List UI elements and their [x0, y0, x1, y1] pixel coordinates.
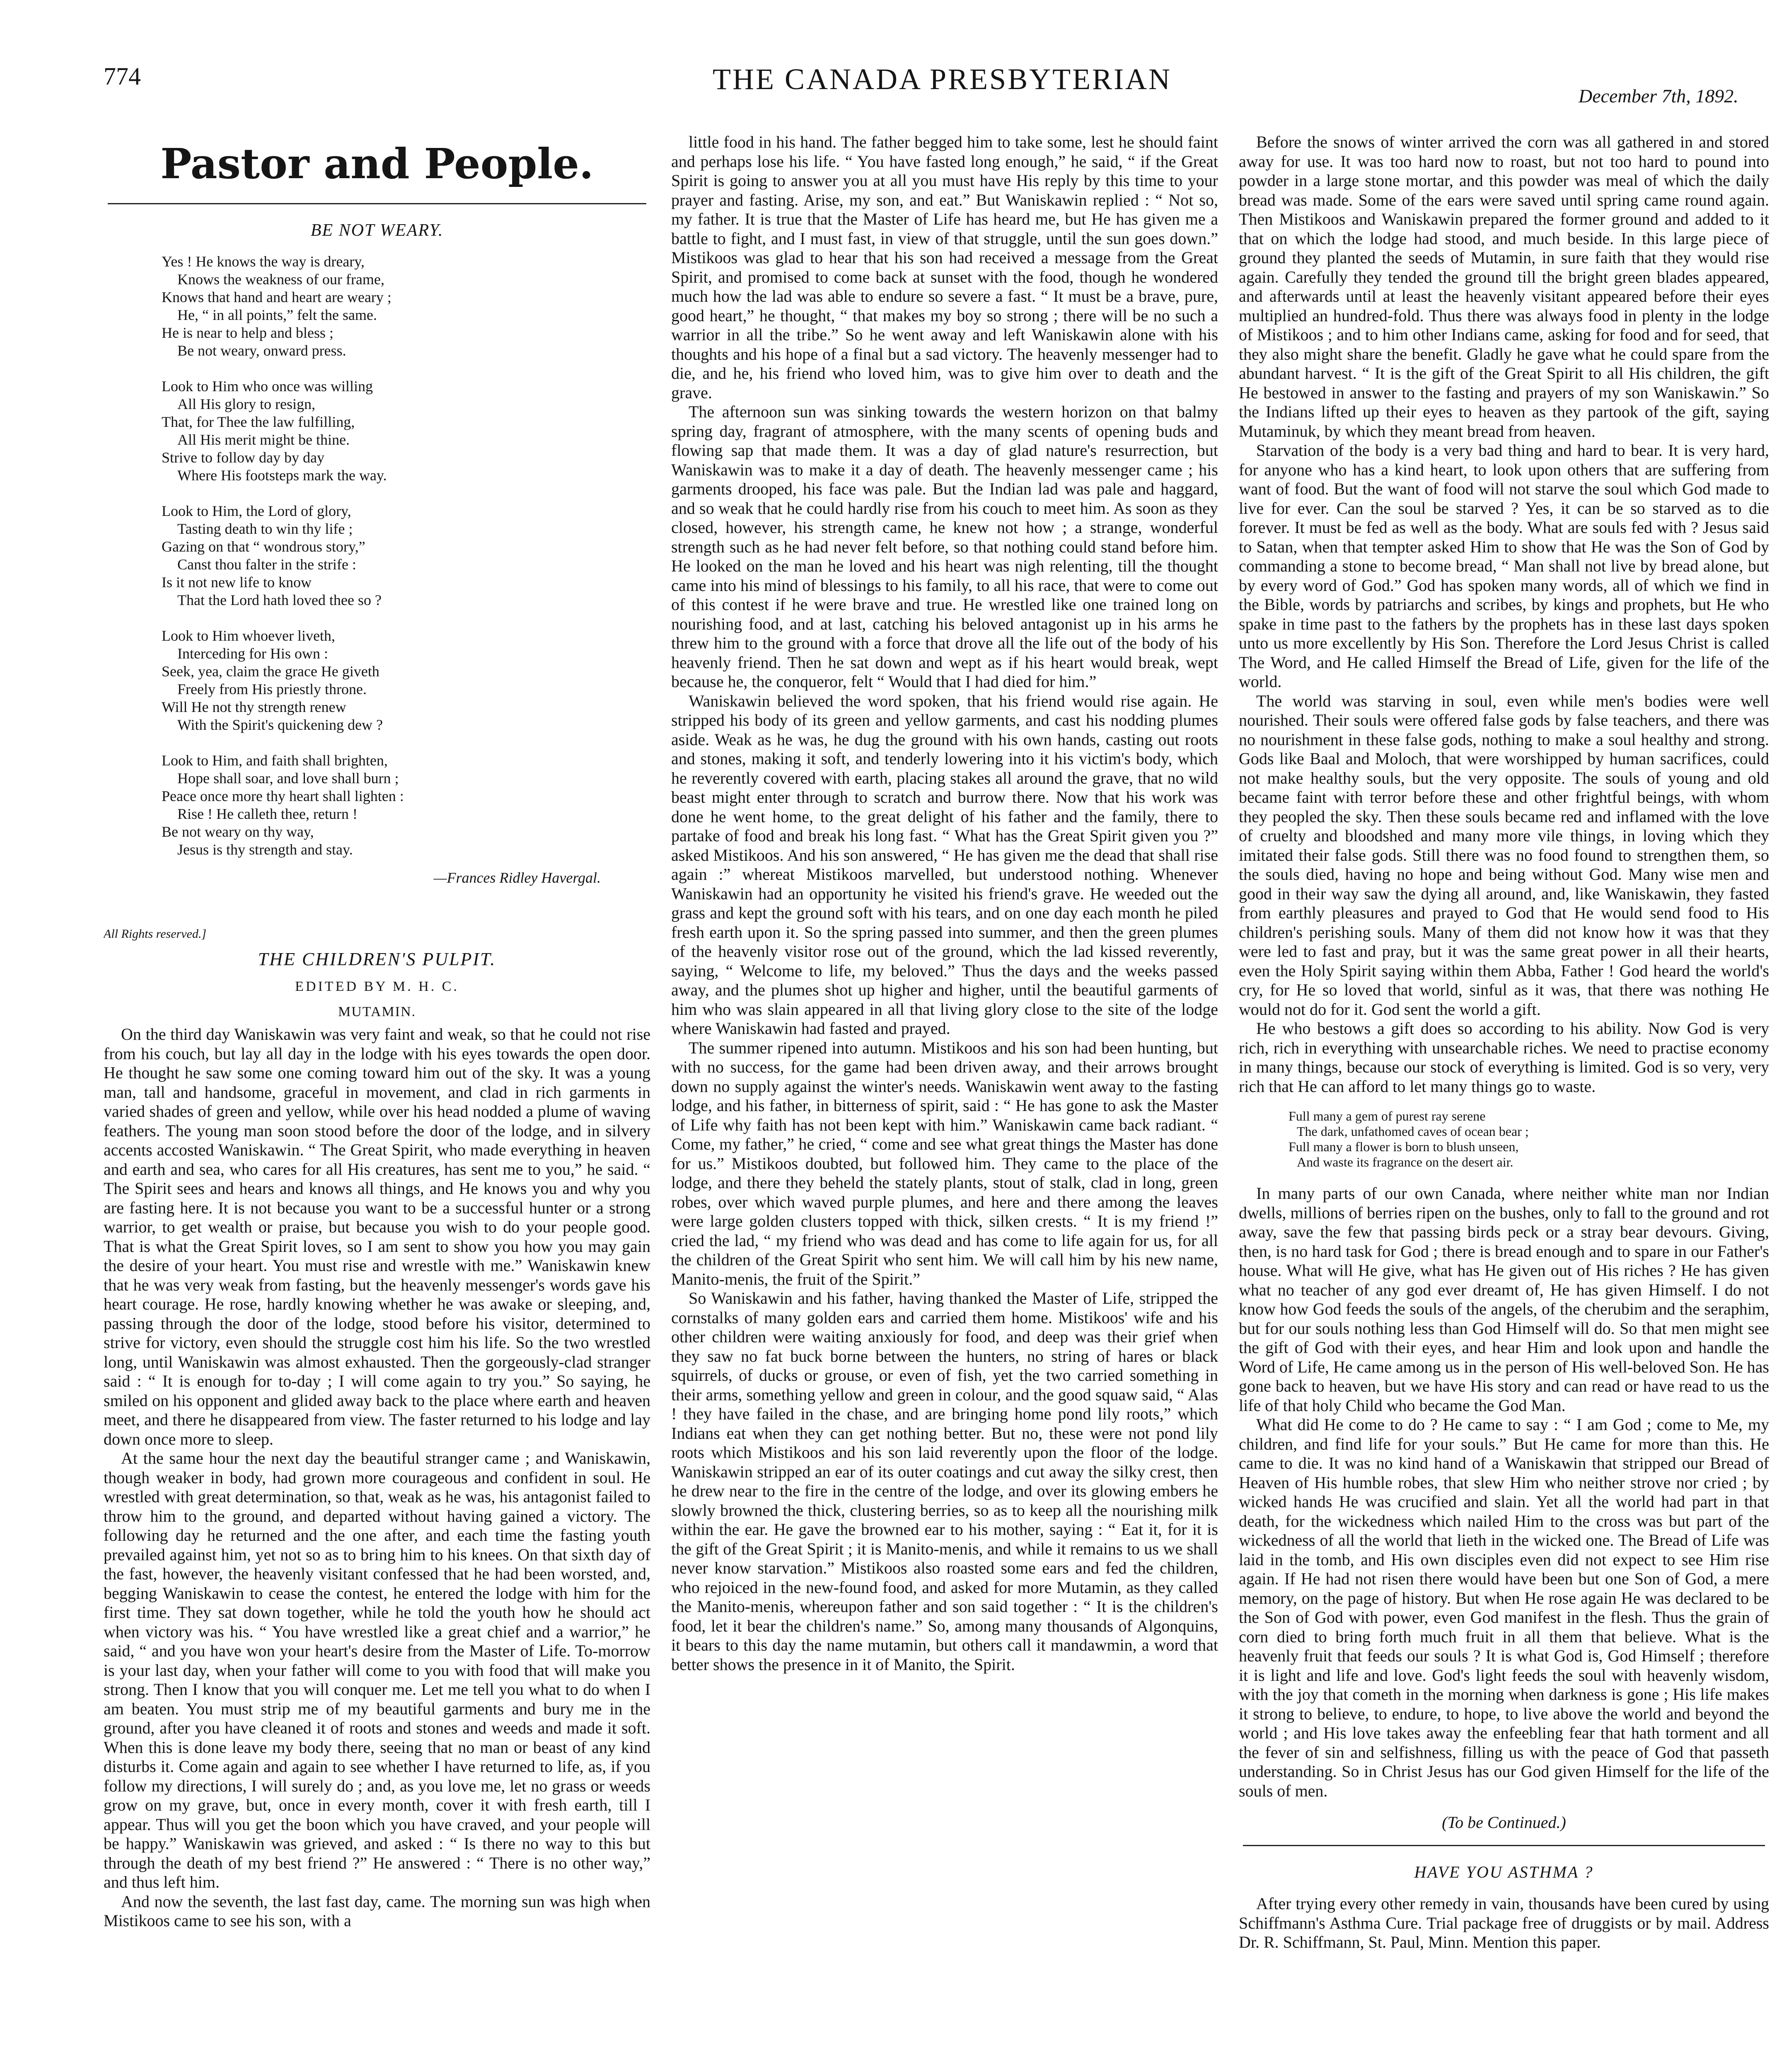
continued-note: (To be Continued.)	[1442, 1813, 1566, 1832]
poem-line: Interceding for His own :	[177, 645, 328, 662]
poem-line: Strive to follow day by day	[162, 449, 324, 466]
poem-line: He is near to help and bless ;	[162, 324, 334, 341]
poem-line: He, “ in all points,” felt the same.	[177, 306, 377, 323]
poem-line: Knows that hand and heart are weary ;	[162, 288, 392, 305]
poem-line: Be not weary, onward press.	[177, 342, 346, 359]
poem-stanza	[162, 253, 650, 360]
page-number: 774	[104, 63, 141, 90]
paragraph: Waniskawin believed the word spoken, that his friend would rise again. He stripped his body of its green and yellow garments, and cast his nodding plumes aside. Weak as he was, he dug the ground with his own hands, casting out roots and stones, making it soft, and tenderly lowering into it his victim's body, which he reverently covered with earth, placing stakes all around the grave, that no wild beast might enter through to scratch and burrow there. Now that his work was done he went home, to the great delight of his father and the family, there to partake of food and break his long fast. “ What has the Great Spirit given you ?” asked Mistikoos. And his son answered, “ He has given me the dead that shall rise again :” whereat Mistikoos marvelled, but understood nothing. Whenever Waniskawin had an opportunity he visited his friend's grave. He weeded out the grass and kept the ground soft with his tears, and on one day each month he piled fresh earth upon it. So the spring passed into summer, and then the green plumes of the heavenly visitor rose out of the ground, which the lad kissed reverently, saying, “ Welcome to life, my beloved.” Thus the days and the weeks passed away, and the plumes shot up higher and higher, until the beautiful garments of him who was slain appeared in all that living glory close to the site of the lodge where Waniskawin had fasted and prayed.	[671, 691, 1218, 1038]
poem-line: Gazing on that “ wondrous story,”	[162, 538, 365, 555]
poem-line: Hope shall soar, and love shall burn ;	[177, 770, 399, 787]
story-title: MUTAMIN.	[338, 1004, 416, 1019]
verse-line: And waste its fragrance on the desert air.	[1297, 1155, 1513, 1169]
verse-line: Full many a gem of purest ray serene	[1289, 1109, 1486, 1123]
poem-line: Is it not new life to know	[162, 574, 312, 591]
poem-line: Knows the weakness of our frame,	[177, 271, 384, 288]
department-title: Pastor and People.	[160, 139, 594, 188]
column-3	[1239, 133, 1769, 2072]
section-title: THE CHILDREN'S PULPIT.	[258, 949, 496, 969]
poem-line: Look to Him whoever liveth,	[162, 627, 335, 644]
poem-line: Freely from His priestly throne.	[177, 680, 367, 697]
poem-stanza	[162, 502, 650, 609]
poem-line: That, for Thee the law fulfilling,	[162, 413, 355, 430]
paragraph: The summer ripened into autumn. Mistikoos and his son had been hunting, but with no success, for the game had been driven away, and their arrows brought down no supply against the winter's needs. Waniskawin went away to the fasting lodge, and his father, in bitterness of spirit, said : “ He has gone to ask the Master of Life why faith has not been kept with him.” Waniskawin came back radiant. “ Come, my father,” he cried, “ come and see what great things the Master has done for us.” Mistikoos doubted, but followed him. They came to the place of the lodge, and there they beheld the stately plants, stout of stalk, clad in long, green robes, over which waved purple plumes, and here and there among the leaves were large golden clusters topped with thick, silken crests. “ It is my friend !” cried the lad, “ my friend who was dead and has come to life again for us, for all the children of the Great Spirit who sent him. We will call him by his new name, Manito-menis, the fruit of the Spirit.”	[671, 1038, 1218, 1288]
poem-line: Canst thou falter in the strife :	[177, 556, 356, 573]
poem-line: That the Lord hath loved thee so ?	[177, 591, 382, 608]
poem-line: Look to Him, the Lord of glory,	[162, 502, 351, 519]
poem-author: —Frances Ridley Havergal.	[433, 869, 601, 886]
divider	[108, 203, 646, 204]
advert-body: After trying every other remedy in vain, thousands have been cured by using Schiffmann's Asthma Cure. Trial package free of druggists or by mail. Address Dr. R. Schiffmann, St. Paul, Minn. Mention this paper.	[1239, 1894, 1769, 1951]
paragraph: The afternoon sun was sinking towards the western horizon on that balmy spring day, fragrant of atmosphere, with the many scents of opening buds and flowing sap that made them. It was a day of glad nature's resurrection, but Waniskawin was to make it a day of death. The heavenly messenger came ; his garments drooped, his face was pale. But the Indian lad was pale and haggard, and so weak that he could hardly rise from his couch to meet him. As soon as they closed, however, his strength came, he knew not how ; a strange, wonderful strength such as he had never felt before, so that nothing could stand before him. He looked on the man he loved and his heart was nigh relenting, till the thought came into his mind of blessings to his family, to all his race, that were to come out of this contest if he were brave and true. He wrestled like one trained long on nourishing food, and at last, catching his beloved antagonist up in his arms he threw him to the ground with a force that drove all the life out of the body of his heavenly friend. Then he sat down and wept as if his heart would break, wept because he, the conqueror, felt “ Would that I had died for him.”	[671, 402, 1218, 691]
editor-line: EDITED BY M. H. C.	[295, 979, 459, 994]
poem-stanza	[162, 627, 650, 734]
paragraph: So Waniskawin and his father, having thanked the Master of Life, stripped the cornstalks of many golden ears and carried them home. Mistikoos' wife and his other children were waiting anxiously for food, and deep was their grief when they saw no fat buck borne between the hunters, no string of hares or black squirrels, of ducks or grouse, or even of fish, yet the two carried something in their arms, something yellow and green in colour, and the good squaw said, “ Alas ! they have failed in the chase, and are bringing home pond lily roots,” which Indians eat when they can get nothing better. But no, these were not pond lily roots which Mistikoos and his son laid reverently upon the floor of the lodge. Waniskawin stripped an ear of its outer coatings and cut away the silky crest, then he drew near to the fire in the centre of the lodge, and over its glowing embers he slowly browned the thick, clustering berries, so as to keep all the nourishing milk within the ear. He gave the browned ear to his mother, saying : “ Eat it, for it is the gift of the Great Spirit ; it is Manito-menis, and while it remains to us we shall never know starvation.” Mistikoos also roasted some ears and fed the children, who rejoiced in the new-found food, and asked for more Mutamin, as they called the Manito-menis, whereupon father and son said together : “ It is the children's food, let it bear the children's name.” So, among many thousands of Algonquins, it bears to this day the name mutamin, but others call it mandawmin, a word that better shows the presence in it of Manito, the Spirit.	[671, 1289, 1218, 1674]
poem-line: All His glory to resign,	[177, 395, 315, 412]
poem-line: Will He not thy strength renew	[162, 698, 346, 715]
poem	[162, 253, 650, 859]
poem-title: BE NOT WEARY.	[310, 221, 444, 240]
poem-line: With the Spirit's quickening dew ?	[177, 716, 383, 733]
poem-line: Look to Him, and faith shall brighten,	[162, 752, 388, 769]
paragraph: In many parts of our own Canada, where neither white man nor Indian dwells, millions of berries ripen on the bushes, only to fall to the ground and rot away, save the few that passing birds peck or a stray bear devours. Giving, then, is no hard task for God ; there is bread enough and to spare in our Father's house. What will He give, what has He given out of His riches ? He has given what no teacher of any god ever dreamt of, He has given Himself. I do not know how God feeds the souls of the angels, of the cherubim and the seraphim, but for our souls nothing less than God Himself will do. So that men might see the gift of God with their eyes, and hear Him and look upon and handle the Word of Life, He came among us in the person of His well-beloved Son. He has gone back to heaven, but we have His story and can read or have read to us the life of that holy Child who became the God Man.	[1239, 1184, 1769, 1415]
paragraph: Starvation of the body is a very bad thing and hard to bear. It is very hard, for anyone who has a kind heart, to look upon others that are suffering from want of food. But the want of food will not starve the soul which God made to live for ever. Can the soul be starved ? Yes, it can be so starved as to die forever. It must be fed as well as the body. What are souls fed with ? Jesus said to Satan, when that tempter asked Him to show that He was the Son of God by commanding a stone to become bread, “ Man shall not live by bread alone, but by every word of God.” God has spoken many words, all of which we find in the Bible, words by patriarchs and scribes, by kings and prophets, but He who spake in time past to the fathers by the prophets has in these last days spoken unto us more excellently by His Son. Therefore the Lord Jesus Christ is called The Word, and He called Himself the Bread of Life, given for the life of the world.	[1239, 441, 1769, 691]
paragraph: What did He come to do ? He came to say : “ I am God ; come to Me, my children, and find life for your souls.” But He came for more than this. He came to die. It was no kind hand of a Waniskawin that stripped our Bread of Heaven of His humble robes, that slew Him who neither strove nor cried ; by wicked hands He was crucified and slain. Yet all the world had part in that death, for the wickedness which nailed Him to the cross was but part of the wickedness of all the world that lieth in the wicked one. The Bread of Life was laid in the tomb, and His own disciples even did not expect to see Him rise again. If He had not risen there would have been but one Son of God, a mere memory, on the page of history. But when He rose again He was declared to be the Son of God with power, even God manifest in the flesh. Thus the grain of corn died to bring forth much fruit in all them that believe. What is the heavenly fruit that feeds our souls ? It is what God is, God Himself ; therefore it is light and life and love. God's light feeds the soul with heavenly wisdom, with the joy that cometh in the morning when darkness is gone ; His life makes it strong to believe, to endure, to hope, to live above the world and beyond the world ; and His love takes away the enfeebling fear that hath torment and all the fever of sin and selfishness, filling us with the peace of God that passeth understanding. So in Christ Jesus has our God given Himself for the life of the souls of men.	[1239, 1415, 1769, 1800]
poem-line: Look to Him who once was willing	[162, 378, 373, 395]
paragraph: On the third day Waniskawin was very faint and weak, so that he could not rise from his couch, but lay all day in the lodge with his eyes towards the open door. He thought he saw some one coming toward him out of the sky. It was a young man, tall and handsome, graceful in movement, and clad in rich garments in varied shades of green and yellow, while over his head nodded a plume of waving feathers. The young man soon stood before the door of the lodge, and in silvery accents accosted Waniskawin. “ The Great Spirit, who made everything in heaven and earth and sea, who cares for all His creatures, has sent me to you,” he said. “ The Spirit sees and hears and knows all things, and He knows you and why you are fasting here. It is not because you want to be a successful hunter or a strong warrior, to get wealth or praise, but because you wish to do your people good. That is what the Great Spirit loves, so I am sent to show you how you may gain the desire of your heart. You must rise and wrestle with me.” Waniskawin knew that he was very weak from fasting, but the heavenly messenger's words gave his heart courage. He rose, hardly knowing whether he was awake or sleeping, and, passing through the door of the lodge, stood before his visitor, determined to strive for victory, even should the struggle cost him his life. So the two wrestled long, until Waniskawin was almost exhausted. Then the gorgeously-clad stranger said : “ It is enough for to-day ; I will come again to try you.” So saying, he smiled on his opponent and glided away back to the place where earth and heaven meet, and there he disappeared from view. The faster returned to his lodge and lay down once more to sleep.	[104, 1025, 650, 1448]
paragraph: little food in his hand. The father begged him to take some, lest he should faint and perhaps lose his life. “ You have fasted long enough,” he said, “ if the Great Spirit is going to answer you at all you must have His reply by this time to your prayer and fasting. Arise, my son, and eat.” But Waniskawin replied : “ Not so, my father. It is true that the Master of Life has heard me, but He has given me a battle to fight, and I must fast, in view of that struggle, until the sun goes down.” Mistikoos was glad to hear that his son had received a message from the Great Spirit, and promised to come back at sunset with the food, though he wondered much how the lad was able to endure so severe a fast. “ It must be a brave, pure, good heart,” he thought, “ that makes my boy so strong ; there will be no such a warrior in all the tribe.” So he went away and left Waniskawin alone with his thoughts and his hope of a final but a sad victory. The heavenly messenger had to die, and he, his friend who loved him, was to give him over to death and the grave.	[671, 133, 1218, 402]
poem-line: Seek, yea, claim the grace He giveth	[162, 663, 380, 680]
poem-stanza	[162, 752, 650, 859]
poem-line: Peace once more thy heart shall lighten :	[162, 787, 404, 804]
poem-line: Be not weary on thy way,	[162, 823, 314, 840]
publication-title: THE CANADA PRESBYTERIAN	[713, 63, 1172, 96]
column-1-text	[104, 1025, 650, 1931]
paragraph: And now the seventh, the last fast day, came. The morning sun was high when Mistikoos came to see his son, with a	[104, 1892, 650, 1930]
poem-line: Rise ! He calleth thee, return !	[177, 805, 358, 822]
paragraph: Before the snows of winter arrived the corn was all gathered in and stored away for use. It was too hard now to roast, but not too hard to pound into powder in a large stone mortar, and this powder was meal of which the daily bread was made. Some of the ears were saved until spring came round again. Then Mistikoos and Waniskawin prepared the former ground and added to it that on which the lodge had stood, and much beside. In this large piece of ground they planted the seeds of Mutamin, in sure faith that they would rise again. Carefully they tended the ground till the bright green blades appeared, and afterwards until at least the heavenly visitant appeared before their eyes multiplied an hundred-fold. Thus there was always food in plenty in the lodge of Mistikoos ; and to him other Indians came, asking for food and for seed, that they also might share the benefit. Gladly he gave what he could spare from the abundant harvest. “ It is the gift of the Great Spirit to all His children, the gift He bestowed in answer to the fasting and prayers of my son Waniskawin.” So the Indians lifted up their eyes to heaven as they partook of the gift, saying Mutaminuk, by which they meant bread from heaven.	[1239, 133, 1769, 441]
column-2	[671, 133, 1218, 2072]
column-2-text	[671, 133, 1218, 1674]
poem-line: Jesus is thy strength and stay.	[177, 841, 353, 858]
poem-line: Yes ! He knows the way is dreary,	[162, 253, 365, 270]
advert-title: HAVE YOU ASTHMA ?	[1414, 1862, 1594, 1881]
paragraph: At the same hour the next day the beautiful stranger came ; and Waniskawin, though weaker in body, had grown more courageous and confident in soul. He wrestled with great determination, so that, weak as he was, his antagonist failed to throw him to the ground, and departed without having gained a victory. The following day he returned and the one after, and each time the fasting youth prevailed against him, yet not so as to bring him to his knees. On that sixth day of the fast, however, the heavenly visitant confessed that he had been worsted, and, begging Waniskawin to cease the contest, he entered the lodge with him for the first time. They sat down together, while he told the youth how he should act when victory was his. “ You have wrestled like a great chief and a warrior,” he said, “ and you have won your heart's desire from the Master of Life. To-morrow is your last day, when your father will come to you with food that will make you strong. Then I know that you will conquer me. Let me tell you what to do when I am beaten. You must strip me of my beautiful garments and bury me in the ground, after you have cleaned it of roots and stones and weeds and made it soft. When this is done leave my body there, seeing that no man or beast of any kind disturbs it. Come again and again to see whether I have returned to life, as, if you follow my directions, I will surely do ; and, as you love me, let no grass or weeds grow on my grave, but, once in every month, cover it with fresh earth, till I appear. Thus will you get the boon which you have craved, and your people will be happy.” Waniskawin was grieved, and asked : “ Is there no way to this but through the death of my best friend ?” He answered : “ There is no other way,” and thus left him.	[104, 1449, 650, 1891]
column-3-text	[1239, 133, 1769, 1096]
divider	[1243, 1845, 1765, 1846]
poem-stanza	[162, 378, 650, 484]
column-3-text-continued	[1239, 1184, 1769, 1801]
quoted-verse	[1289, 1109, 1769, 1170]
issue-date: December 7th, 1892.	[1579, 85, 1738, 107]
verse-line: Full many a flower is born to blush unseen,	[1289, 1139, 1519, 1154]
poem-line: Where His footsteps mark the way.	[177, 467, 387, 484]
column-1	[104, 133, 650, 2072]
verse-line: The dark, unfathomed caves of ocean bear ;	[1297, 1124, 1529, 1139]
paragraph: The world was starving in soul, even while men's bodies were well nourished. Their souls were offered false gods by false teachers, and there was no nourishment in these false gods, nothing to make a soul healthy and strong. Gods like Baal and Moloch, that were worshipped by human sacrifices, could not make healthy souls, but the very opposite. The souls of young and old became faint with terror before these and other frightful beings, with whom they peopled the sky. Then these souls became red and inflamed with the love of cruelty and bloodshed and many more vile things, in loving which they imitated their false gods. Still there was no food found to strengthen them, so the souls died, having no hope and being without God. Many wise men and good in their way saw the dying all around, and, like Waniskawin, they fasted from earthly pleasures and prayed to God that He would send food to His children's perishing souls. Many of them did not know how it was that they were led to fast and pray, but it was the same great power in all their hearts, even the Holy Spirit saying within them Abba, Father ! God heard the world's cry, for He so loved that world, sinful as it was, that there was nothing He would not do for it. God sent the world a gift.	[1239, 691, 1769, 1019]
poem-line: All His merit might be thine.	[177, 431, 350, 448]
paragraph: He who bestows a gift does so according to his ability. Now God is very rich, rich in everything with unsearchable riches. We need to practise economy in many things, because our stock of everything is limited. God is so very, very rich that He can afford to let many things go to waste.	[1239, 1019, 1769, 1096]
rights-notice: All Rights reserved.]	[104, 927, 207, 941]
poem-line: Tasting death to win thy life ;	[177, 520, 353, 537]
